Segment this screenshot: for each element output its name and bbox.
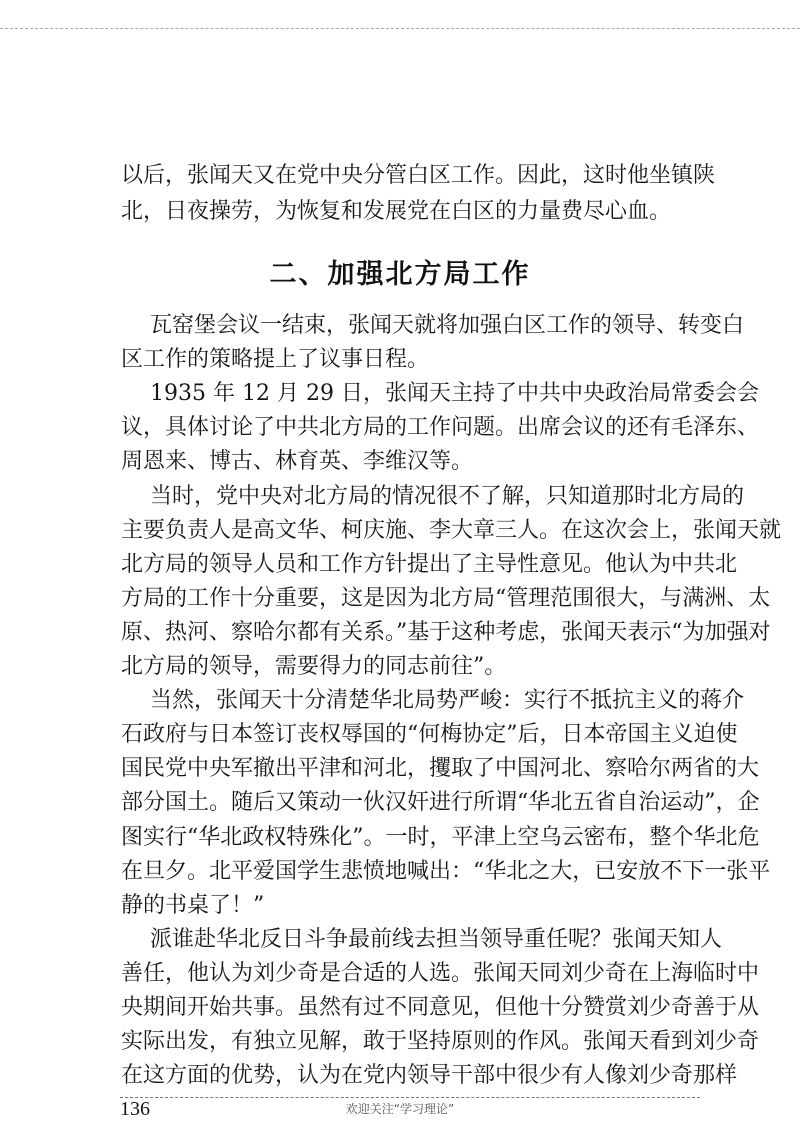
paragraph-line: 部分国土。随后又策动一伙汉奸进行所谓“华北五省自治运动”，企 <box>121 790 760 815</box>
footer-divider <box>120 1097 700 1098</box>
paragraph-line: 实际出发，有独立见解，敢于坚持原则的作风。张闻天看到刘少奇 <box>121 1029 760 1054</box>
opening-line: 以后，张闻天又在党中央分管白区工作。因此，这时他坐镇陕 <box>121 163 716 188</box>
paragraph-line: 周恩来、博古、林育英、李维汉等。 <box>121 449 474 474</box>
paragraph-line: 主要负责人是高文华、柯庆施、李大章三人。在这次会上，张闻天就 <box>121 518 782 543</box>
paragraph-line: 图实行“华北政权特殊化”。一时，平津上空乌云密布，整个华北危 <box>121 825 760 850</box>
page-number: 136 <box>120 1098 150 1120</box>
paragraph-line: 区工作的策略提上了议事日程。 <box>121 347 430 372</box>
paragraph-line: 派谁赴华北反日斗争最前线去担当领导重任呢？张闻天知人 <box>150 927 723 952</box>
paragraph-line: 北方局的领导人员和工作方针提出了主导性意见。他认为中共北 <box>121 552 738 577</box>
paragraph-line: 议，具体讨论了中共北方局的工作问题。出席会议的还有毛泽东、 <box>121 415 760 440</box>
paragraph-line: 善任，他认为刘少奇是合适的人选。张闻天同刘少奇在上海临时中 <box>121 961 760 986</box>
section-heading: 二、加强北方局工作 <box>269 259 531 290</box>
footer-note: 欢迎关注“学习理论” <box>345 1102 455 1116</box>
paragraph-line: 当时，党中央对北方局的情况很不了解，只知道那时北方局的 <box>150 484 745 509</box>
paragraph-line: 方局的工作十分重要，这是因为北方局“管理范围很大，与满洲、太 <box>121 586 771 611</box>
paragraph-line: 在旦夕。北平爱国学生悲愤地喊出：“华北之大，已安放不下一张平 <box>121 859 771 884</box>
paragraph-line: 瓦窑堡会议一结束，张闻天就将加强白区工作的领导、转变白 <box>150 313 745 338</box>
paragraph-line: 央期间开始共事。虽然有过不同意见，但他十分赞赏刘少奇善于从 <box>121 995 760 1020</box>
paragraph-line: 北方局的领导，需要得力的同志前往”。 <box>121 654 507 679</box>
paragraph-line: 石政府与日本签订丧权辱国的“何梅协定”后，日本帝国主义迫使 <box>121 722 738 747</box>
paragraph-line: 原、热河、察哈尔都有关系。”基于这种考虑，张闻天表示“为加强对 <box>121 620 771 645</box>
paragraph-line: 国民党中央军撤出平津和河北，攫取了中国河北、察哈尔两省的大 <box>121 756 760 781</box>
paragraph-line: 1935 年 12 月 29 日，张闻天主持了中共中央政治局常委会会 <box>150 381 759 406</box>
paragraph-line: 在这方面的优势，认为在党内领导干部中很少有人像刘少奇那样 <box>121 1063 738 1088</box>
paragraph-line: 当然，张闻天十分清楚华北局势严峻：实行不抵抗主义的蒋介 <box>150 688 745 713</box>
scan-top-border <box>0 28 800 29</box>
opening-line: 北，日夜操劳，为恢复和发展党在白区的力量费尽心血。 <box>121 199 672 224</box>
paragraph-line: 静的书桌了！” <box>121 893 265 918</box>
